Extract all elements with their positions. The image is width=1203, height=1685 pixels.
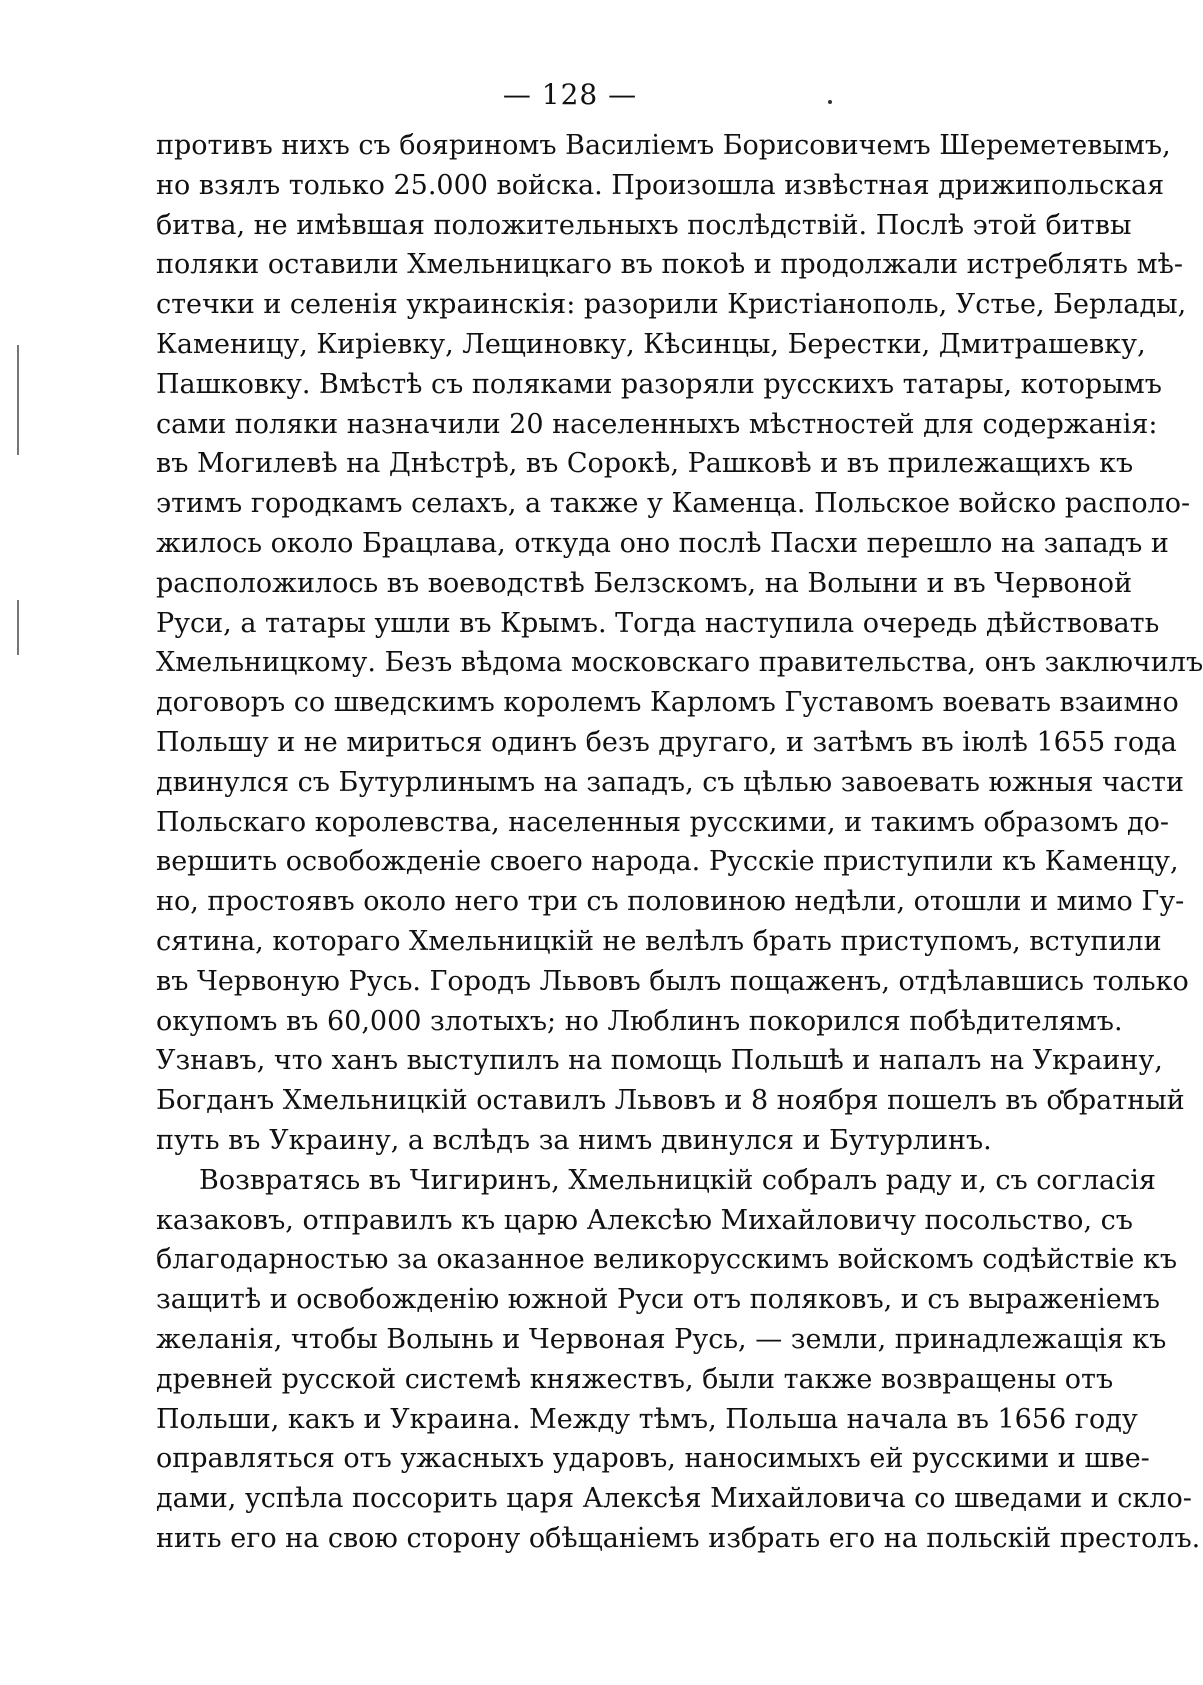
text-line: Каменицу, Киріевку, Лещиновку, Кѣсинцы, Берестки, Дмитрашевку, — [156, 328, 1146, 360]
text-line: защитѣ и освобожденію южной Руси отъ поляковъ, и съ выраженіемъ — [156, 1284, 1160, 1316]
text-line: Хмельницкому. Безъ вѣдома московскаго правительства, онъ заключилъ — [156, 647, 1203, 679]
text-line: окупомъ въ 60,000 злотыхъ; но Люблинъ покорился побѣдителямъ. — [156, 1005, 1123, 1037]
text-line: Возвратясь въ Чигиринъ, Хмельницкій собралъ раду и, съ согласія — [199, 1164, 1156, 1196]
text-line: Богданъ Хмельницкій оставилъ Львовъ и 8 ноября пошелъ въ обратный — [156, 1085, 1185, 1117]
text-line: договоръ со шведскимъ королемъ Карломъ Густавомъ воевать взаимно — [156, 687, 1179, 719]
text-line: поляки оставили Хмельницкаго въ покоѣ и продолжали истреблять мѣ- — [156, 249, 1183, 281]
text-line: битва, не имѣвшая положительныхъ послѣдствій. Послѣ этой битвы — [156, 209, 1132, 241]
text-line: но, простоявъ около него три съ половиною недѣли, отошли и мимо Гу- — [156, 886, 1185, 918]
text-line: но взялъ только 25.000 войска. Произошла извѣстная дрижипольская — [156, 169, 1165, 201]
text-line: Польскаго королевства, населенныя русскими, и такимъ образомъ до- — [156, 806, 1170, 838]
text-line: Руси, а татары ушли въ Крымъ. Тогда наступила очередь дѣйствовать — [156, 607, 1160, 639]
text-line: жилось около Брацлава, откуда оно послѣ Пасхи перешло на западъ и — [156, 527, 1169, 559]
text-line: Узнавъ, что ханъ выступилъ на помощь Польшѣ и напалъ на Украину, — [156, 1045, 1163, 1077]
text-line: этимъ городкамъ селахъ, а также у Каменца. Польское войско располо- — [156, 488, 1191, 520]
margin-mark — [17, 345, 19, 455]
text-line: расположилось въ воеводствѣ Белзскомъ, на Волыни и въ Червоной — [156, 567, 1133, 599]
text-line: стечки и селенія украинскія: разорили Кристіанополь, Устье, Берлады, — [156, 289, 1187, 321]
text-line: дами, успѣла поссорить царя Алексѣя Михайловича со шведами и скло- — [156, 1483, 1192, 1515]
text-line: благодарностью за оказанное великорусскимъ войскомъ содѣйствіе къ — [156, 1244, 1178, 1276]
text-line: нить его на свою сторону обѣщаніемъ избрать его на польскій престолъ. — [156, 1522, 1201, 1554]
paragraph — [156, 1161, 1201, 1559]
text-line: двинулся съ Бутурлинымъ на западъ, съ цѣлью завоевать южныя части — [156, 766, 1184, 798]
text-line: путь въ Украину, а вслѣдъ за нимъ двинулся и Бутурлинъ. — [156, 1124, 992, 1156]
text-line: желанія, чтобы Волынь и Червоная Русь, — земли, принадлежащія къ — [156, 1323, 1167, 1355]
text-line: сами поляки назначили 20 населенныхъ мѣстностей для содержанія: — [156, 408, 1158, 440]
page-number: — 128 — — [502, 78, 638, 111]
body-text — [156, 126, 1203, 1559]
text-line: противъ нихъ съ бояриномъ Василіемъ Борисовичемъ Шереметевымъ, — [156, 130, 1171, 161]
margin-mark — [17, 600, 19, 655]
text-line: Пашковку. Вмѣстѣ съ поляками разоряли русскихъ татары, которымъ — [156, 368, 1162, 400]
text-line: сятина, котораго Хмельницкій не велѣлъ брать приступомъ, вступили — [156, 925, 1162, 957]
text-line: Польшу и не мириться одинъ безъ другаго, и затѣмъ въ іюлѣ 1655 года — [156, 726, 1177, 758]
text-line: въ Червоную Русь. Городъ Львовъ былъ пощаженъ, отдѣлавшись только — [156, 965, 1189, 997]
text-line: въ Могилевѣ на Днѣстрѣ, въ Сорокѣ, Рашковѣ и въ прилежащихъ къ — [156, 448, 1134, 480]
text-line: древней русской системѣ княжествъ, были также возвращены отъ — [156, 1363, 1114, 1395]
text-line: казаковъ, отправилъ къ царю Алексѣю Михайловичу посольство, съ — [156, 1204, 1133, 1236]
paragraph — [156, 126, 1203, 1161]
text-line: вершить освобожденіе своего народа. Русскіе приступили къ Каменцу, — [156, 846, 1179, 878]
speck — [828, 100, 832, 104]
text-line: Польши, какъ и Украина. Между тѣмъ, Польша начала въ 1656 году — [156, 1403, 1138, 1435]
text-line: оправляться отъ ужасныхъ ударовъ, наносимыхъ ей русскими и шве- — [156, 1443, 1150, 1475]
